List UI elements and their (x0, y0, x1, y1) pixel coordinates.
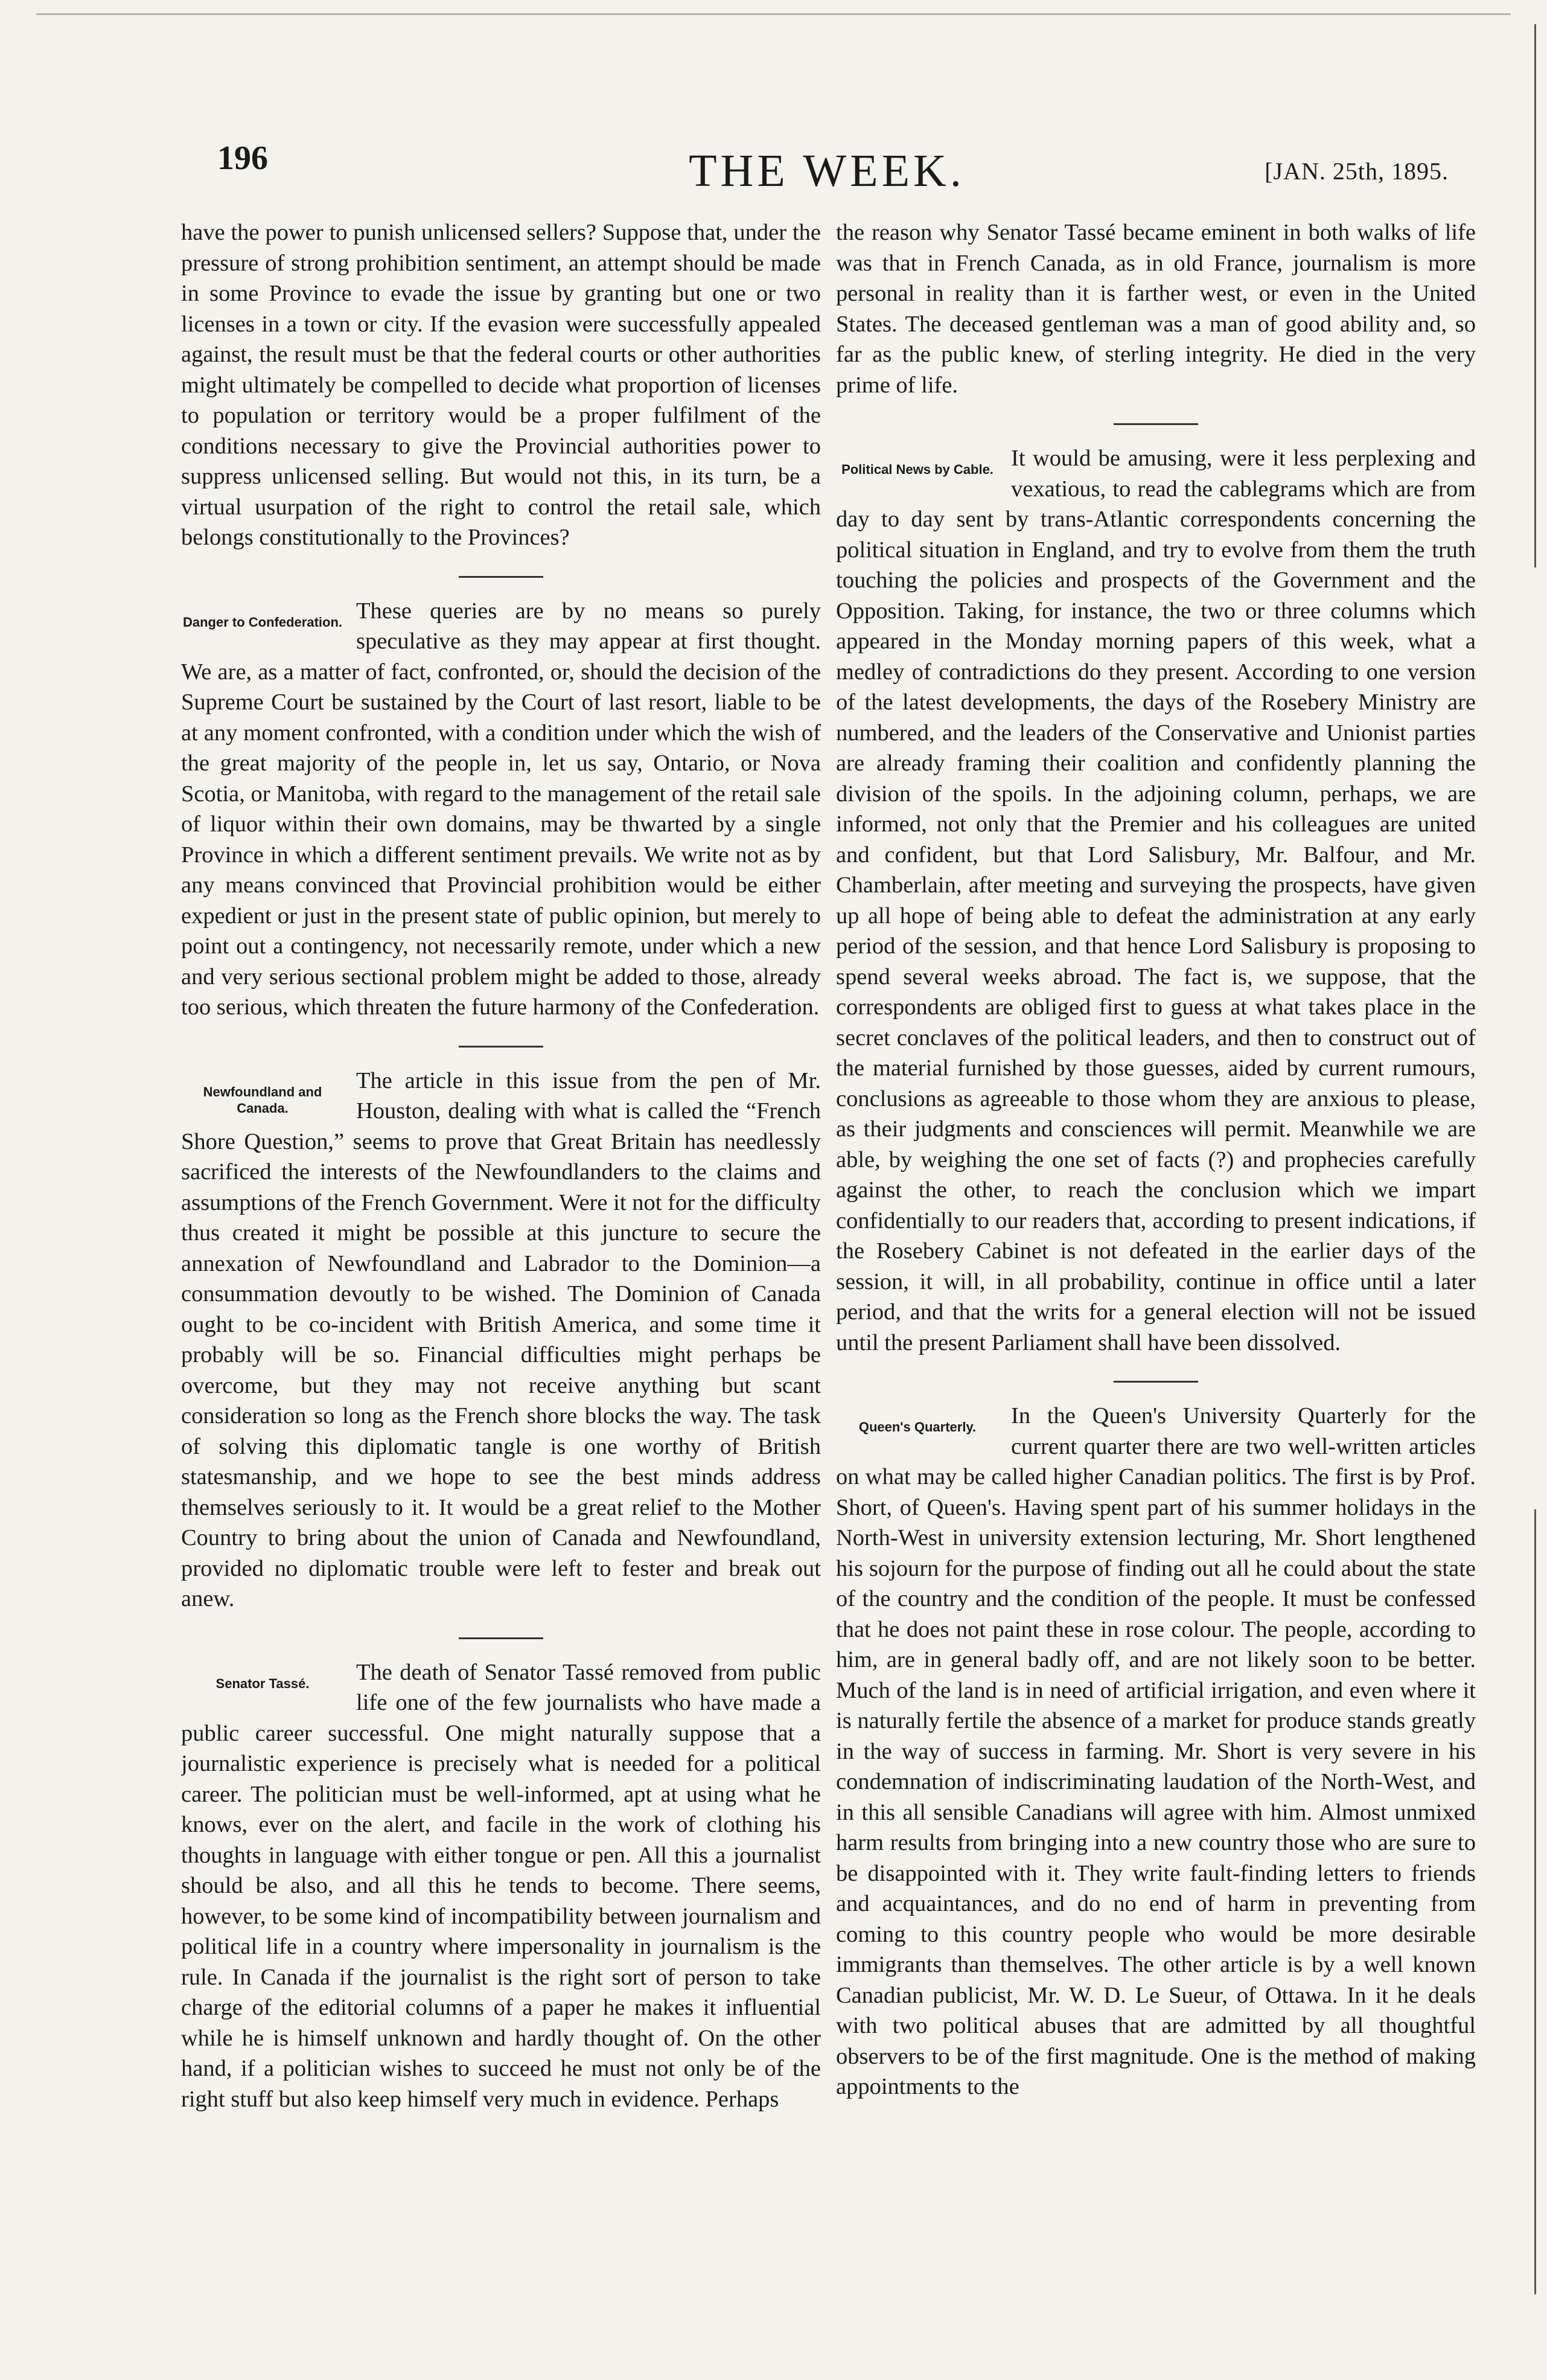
side-heading: Senator Tassé. (215, 1675, 310, 1691)
page-edge-mark (1534, 24, 1536, 568)
section-divider (459, 1637, 543, 1639)
paragraph: It would be amusing, were it less perplexing and vexatious, to read the cablegrams which are from day to day sent by trans-Atlantic correspondents concerning the political situation in England, and try to evolve from them the truth touching the policies and prospects of the Government and the Opposition. Taking, for instance, the two or three columns which appeared in the Monday morning papers of this week, what a medley of contradictions do they present. According to one version of the latest developments, the days of the Rosebery Ministry are numbered, and the leaders of the Conservative and Unionist parties are already framing their coalition and confidently planning the division of the spoils. In the adjoining column, perhaps, we are informed, not only that the Premier and his colleagues are united and confident, but that Lord Salisbury, Mr. Balfour, and Mr. Chamberlain, after meeting and surveying the prospects, have given up all hope of being able to defeat the administration at any early period of the session, and that hence Lord Salisbury is proposing to spend several weeks abroad. The fact is, we suppose, that the correspondents are obliged first to guess at what takes place in the secret conclaves of the political leaders, and then to construct out of the material furnished by those guesses, aided by current rumours, conclusions as agreeable to those whom they are anxious to please, as their judgments and consciences will permit. Meanwhile we are able, by weighing the one set of facts (?) and prophecies carefully against the other, to reach the conclusion which we impart confidentially to our readers that, according to present indications, if the Rosebery Cabinet is not defeated in the earlier days of the session, it will, in all probability, continue in office until a later period, and that the writs for a general election will not be issued until the present Parliament shall have been dissolved. (836, 446, 1476, 1355)
page-header (199, 121, 1455, 196)
section-divider (1114, 423, 1198, 425)
section-political-news-by-cable (836, 443, 1476, 1358)
side-heading: Newfoundland and Canada. (203, 1084, 322, 1116)
paragraph: The death of Senator Tassé removed from public life one of the few journalists who have made a public career successful. One might naturally suppose that a journalistic experience is precisely what is needed for a political career. The politician must be well-informed, apt at using what he knows, ever on the alert, and facile in the work of clothing his thoughts in language with either tongue or pen. All this a journalist should be also, and all this he tends to become. There seems, however, to be some kind of incompatibility between journalism and political life in a country where impersonality in journalism is the rule. In Canada if the journalist is the right sort of person to take charge of the editorial columns of a paper he makes it influential while he is himself unknown and hardly thought of. On the other hand, if a politician wishes to succeed he must not only be of the right stuff but also keep himself very much in evidence. Perhaps (181, 1659, 821, 2112)
paragraph: These queries are by no means so purely speculative as they may appear at first thought. We are, as a matter of fact, confronted, or, should the decision of the Supreme Court be sustained by the Court of last resort, liable to be at any moment confronted, with a condition under which the wish of the great majority of the people in, let us say, Ontario, or Nova Scotia, or Manitoba, with regard to the management of the retail sale of liquor within their own domains, may be thwarted by a single Province in which a different sentiment prevails. We write not as by any means convinced that Provincial prohibition would be either expedient or just in the present state of public opinion, but merely to point out a contingency, not necessarily remote, under which a new and very serious sectional problem might be added to those, already too serious, which threaten the future harmony of the Confederation. (181, 598, 821, 1020)
issue-date: [JAN. 25th, 1895. (1265, 158, 1449, 185)
section-danger-to-confederation (181, 596, 821, 1023)
section-divider (459, 1046, 543, 1048)
paragraph: have the power to punish unlicensed sellers? Suppose that, under the pressure of strong prohibition sentiment, an attempt should be made in some Province to evade the issue by granting but one or two licenses in a town or city. If the evasion were successfully appealed against, the result must be that the federal courts or other authorities might ultimately be compelled to decide what proportion of licenses to population or territory would be a proper fulfilment of the conditions necessary to give the Provincial authorities power to suppress unlicensed selling. But would not this, in its turn, be a virtual usurpation of the right to control the retail sale, which belongs constitutionally to the Provinces? (181, 220, 821, 550)
left-column (181, 217, 821, 2114)
publication-title: THE WEEK. (689, 146, 965, 196)
section-queens-quarterly (836, 1401, 1476, 2102)
section-divider (459, 576, 543, 578)
paragraph: the reason why Senator Tassé became eminent in both walks of life was that in French Canada, as in old France, journalism is more personal in reality than it is farther west, or even in the United States. The deceased gentleman was a man of good ability and, so far as the public knew, of sterling integrity. He died in the very prime of life. (836, 220, 1476, 398)
right-column (836, 217, 1476, 2102)
side-heading: Queen's Quarterly. (858, 1419, 977, 1435)
top-edge-rule (36, 13, 1511, 15)
side-heading: Political News by Cable. (841, 462, 994, 477)
page-edge-mark (1534, 1509, 1536, 2294)
section-divider (1114, 1381, 1198, 1383)
section-senator-tasse (181, 1657, 821, 2115)
section-newfoundland-and-canada (181, 1066, 821, 1614)
side-heading: Danger to Confederation. (182, 614, 342, 630)
paragraph: In the Queen's University Quarterly for the current quarter there are two well-written articles on what may be called higher Canadian politics. The first is by Prof. Short, of Queen's. Having spent part of his summer holidays in the North-West in university extension lecturing, Mr. Short lengthened his sojourn for the purpose of finding out all he could about the state of the country and the condition of the people. It must be confessed that he does not paint these in rose colour. The people, according to him, are in general badly off, and are not likely soon to be better. Much of the land is in need of artificial irrigation, and even where it is naturally fertile the absence of a market for produce stands greatly in the way of success in farming. Mr. Short is very severe in his condemnation of indiscriminating laudation of the North-West, and in this all sensible Canadians will agree with him. Almost unmixed harm results from bringing into a new country those who are sure to be disappointed with it. They write fault-finding letters to friends and acquaintances, and do no end of harm in preventing from coming to this country people who would be more desirable immigrants than themselves. The other article is by a well known Canadian publicist, Mr. W. D. Le Sueur, of Ottawa. In it he deals with two political abuses that are admitted by all thoughtful observers to be of the first magnitude. One is the method of making appointments to the (836, 1403, 1476, 2099)
paragraph: The article in this issue from the pen of Mr. Houston, dealing with what is called the “French Shore Question,” seems to prove that Great Britain has needlessly sacrificed the interests of the Newfoundlanders to the claims and assumptions of the French Government. Were it not for the difficulty thus created it might be possible at this juncture to secure the annexation of Newfoundland and Labrador to the Dominion—a consummation devoutly to be wished. The Dominion of Canada ought to be co-incident with British America, and some time it probably will be so. Financial difficulties might perhaps be overcome, but they may not receive anything but scant consideration so long as the French shore blocks the way. The task of solving this diplomatic tangle is one worthy of British statesmanship, and we hope to see the best minds address themselves seriously to it. It would be a great relief to the Mother Country to bring about the union of Canada and Newfoundland, provided no diplomatic trouble were left to fester and break out anew. (181, 1067, 821, 1611)
page-number: 196 (217, 139, 268, 177)
